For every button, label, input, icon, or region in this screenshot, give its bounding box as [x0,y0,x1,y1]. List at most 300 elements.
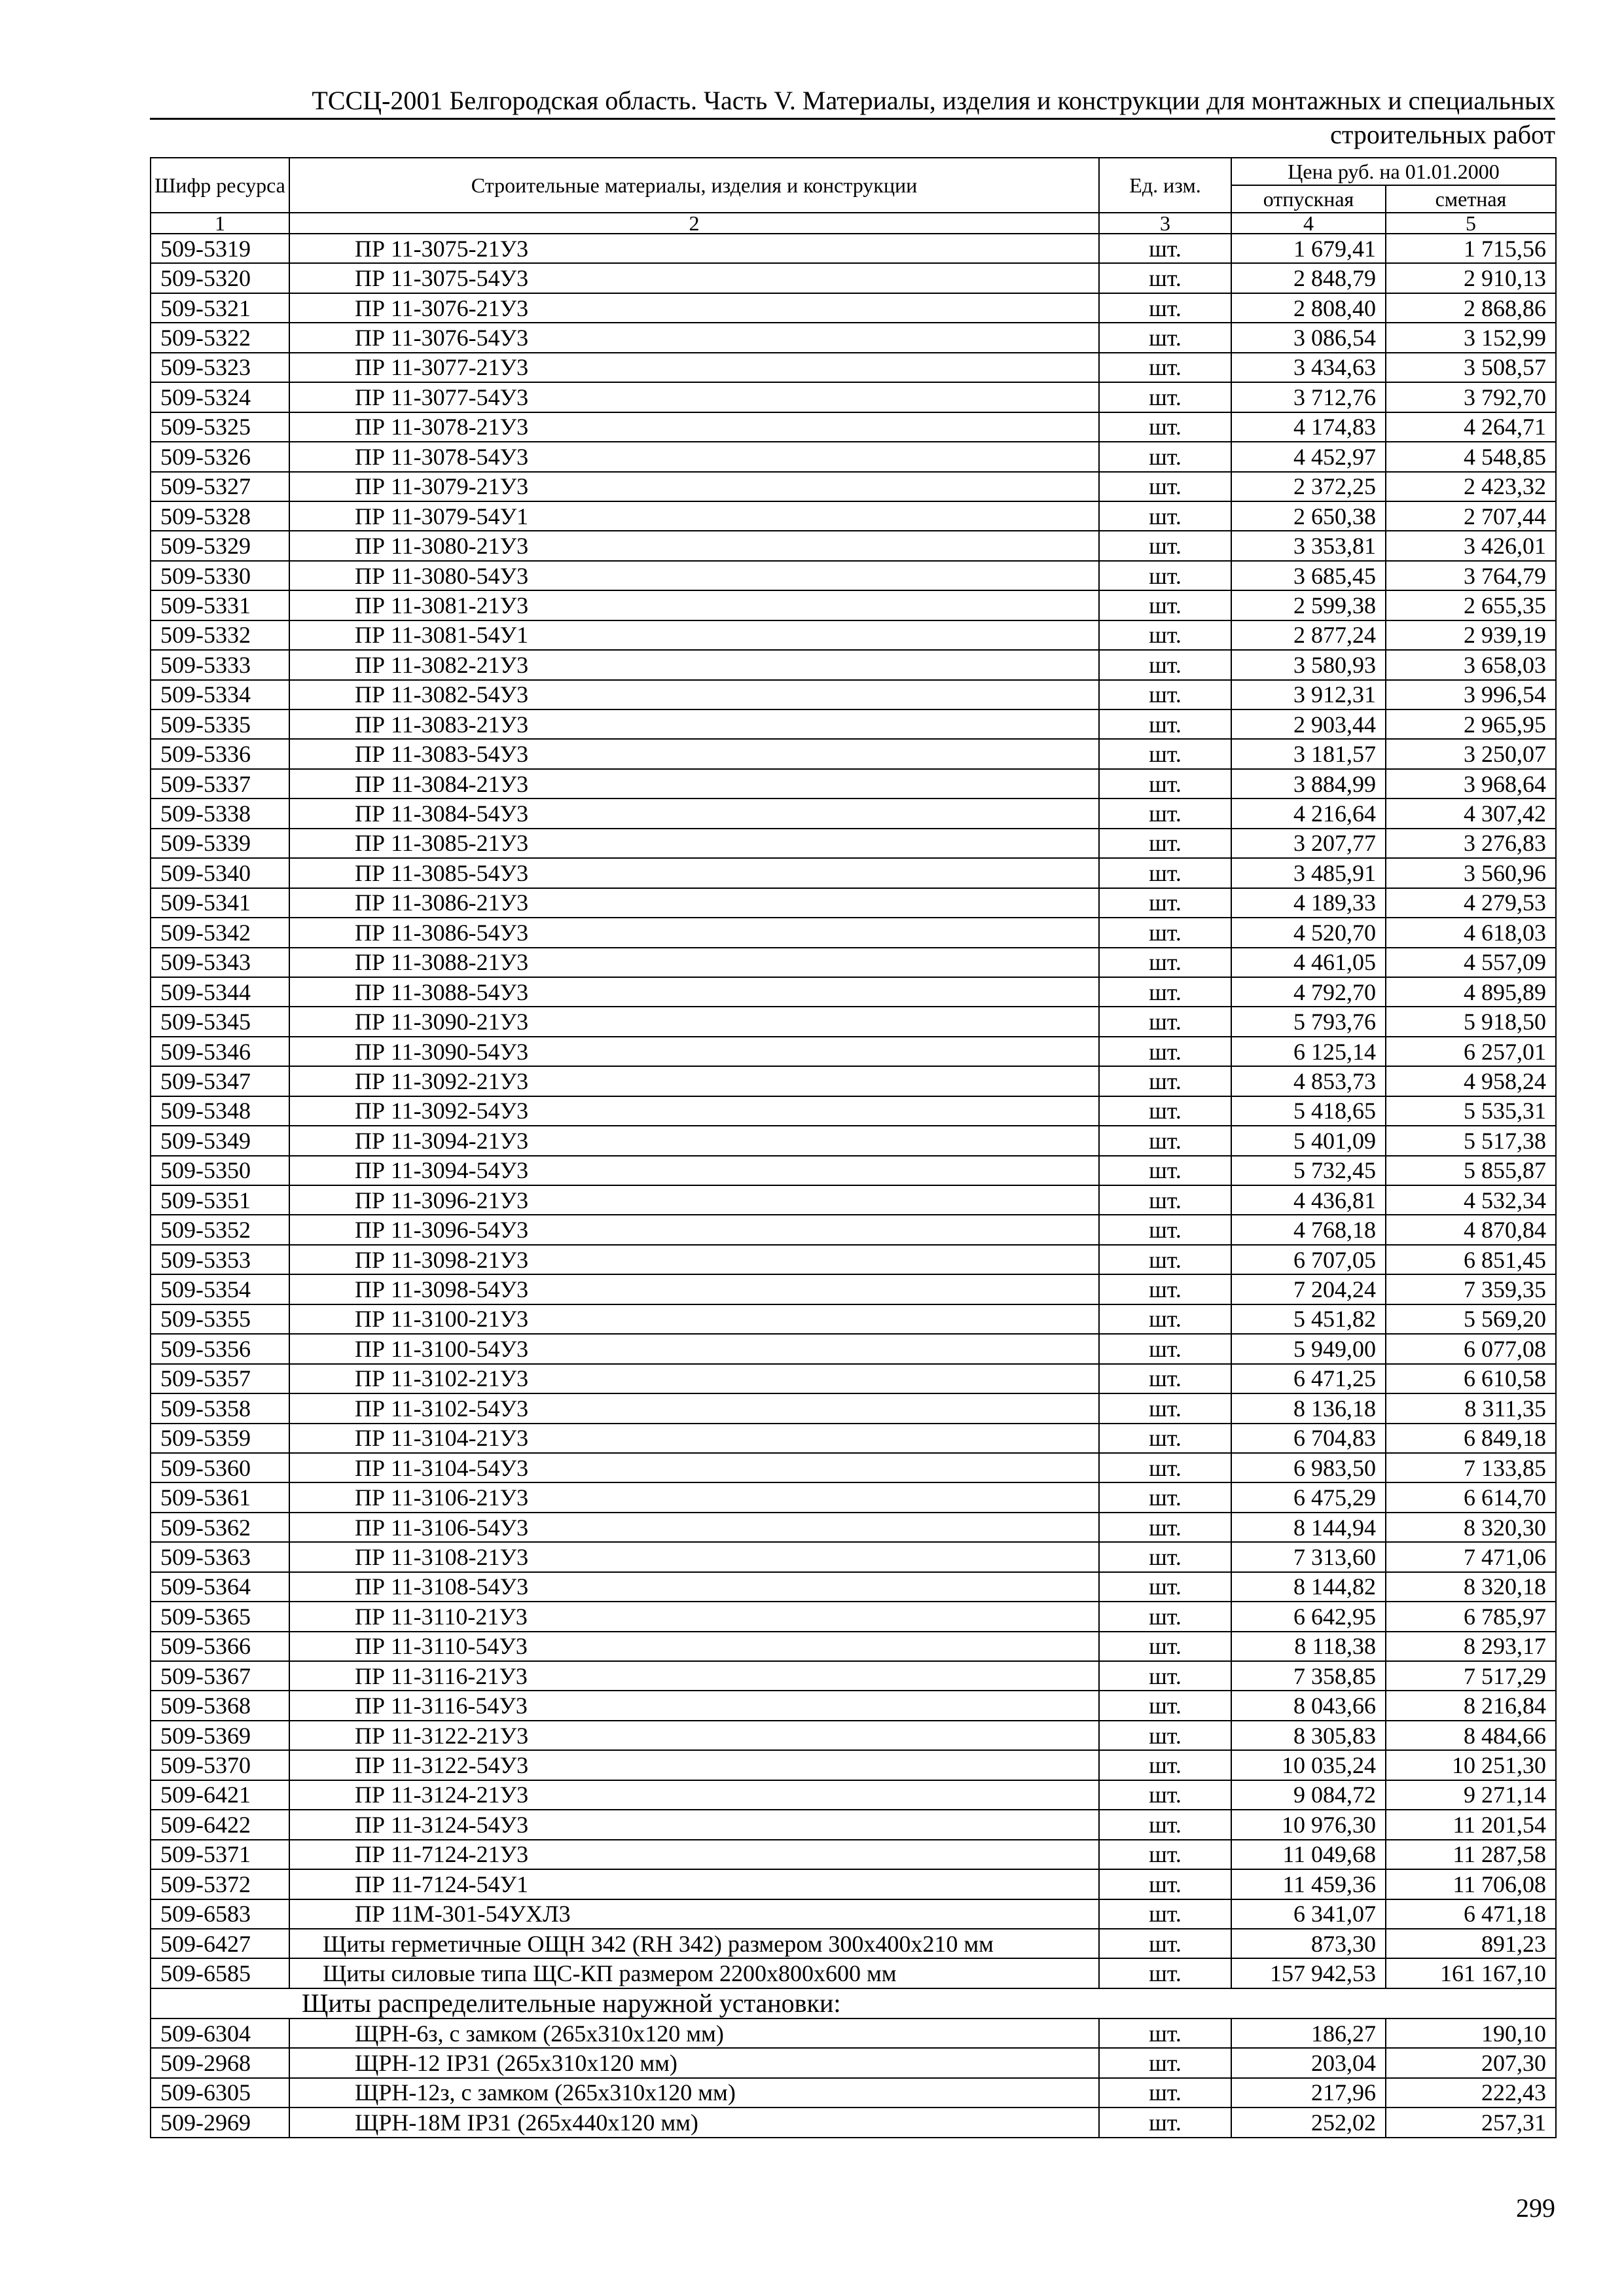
resource-code: 509-5322 [151,323,289,352]
table-row [151,620,1556,650]
table-row [151,1810,1556,1839]
unit: шт. [1099,1602,1231,1631]
unit: шт. [1099,650,1231,679]
material-name: ПР 11-3081-21У3 [289,590,1099,620]
resource-code: 509-5345 [151,1007,289,1036]
resource-code: 509-6427 [151,1929,289,1958]
table-row [151,234,1556,263]
table-row [151,2108,1556,2137]
price-estimate: 8 216,84 [1386,1691,1556,1720]
resource-code: 509-5349 [151,1126,289,1155]
price-release: 4 853,73 [1231,1066,1386,1096]
table-row [151,412,1556,442]
material-name: ПР 11-3124-21У3 [289,1780,1099,1810]
unit: шт. [1099,1126,1231,1155]
unit: шт. [1099,590,1231,620]
price-release: 2 808,40 [1231,293,1386,323]
material-name: ПР 11-3084-21У3 [289,769,1099,798]
header-title: ТССЦ-2001 Белгородская область. Часть V. Материалы, изделия и конструкции для монтажных и специальных [312,86,1555,115]
header-price-estimate: сметная [1386,185,1556,213]
table-row [151,561,1556,590]
price-release: 5 793,76 [1231,1007,1386,1036]
resource-code: 509-5362 [151,1513,289,1542]
unit: шт. [1099,858,1231,888]
resource-code: 509-2968 [151,2048,289,2077]
unit: шт. [1099,1185,1231,1215]
table-body [151,234,1556,1988]
material-name: ПР 11-3102-21У3 [289,1364,1099,1393]
column-number: 5 [1386,213,1556,234]
resource-code: 509-5340 [151,858,289,888]
price-release: 3 884,99 [1231,769,1386,798]
material-name: ПР 11М-301-54УХЛ3 [289,1899,1099,1929]
price-estimate: 6 610,58 [1386,1364,1556,1393]
resource-code: 509-5346 [151,1037,289,1066]
price-estimate: 8 484,66 [1386,1721,1556,1750]
unit: шт. [1099,2048,1231,2077]
unit: шт. [1099,680,1231,709]
table-row [151,1482,1556,1512]
price-estimate: 4 557,09 [1386,948,1556,977]
table-row [151,1691,1556,1720]
table-row [151,739,1556,768]
table-row [151,2048,1556,2077]
resource-code: 509-5331 [151,590,289,620]
table-row [151,1899,1556,1929]
unit: шт. [1099,2108,1231,2137]
price-release: 5 732,45 [1231,1156,1386,1185]
price-release: 3 086,54 [1231,323,1386,352]
price-release: 252,02 [1231,2108,1386,2137]
material-name: ПР 11-3092-21У3 [289,1066,1099,1096]
price-estimate: 2 939,19 [1386,620,1556,650]
table-row [151,1304,1556,1334]
material-name: ПР 11-3083-54У3 [289,739,1099,768]
unit: шт. [1099,293,1231,323]
table-row [151,293,1556,323]
price-estimate: 9 271,14 [1386,1780,1556,1810]
price-release: 3 580,93 [1231,650,1386,679]
page-number: 299 [1516,2193,1555,2223]
resource-code: 509-5368 [151,1691,289,1720]
table-row [151,1037,1556,1066]
price-estimate: 2 707,44 [1386,501,1556,531]
price-estimate: 2 868,86 [1386,293,1556,323]
unit: шт. [1099,501,1231,531]
material-name: ПР 11-3106-21У3 [289,1482,1099,1512]
table-row [151,1661,1556,1691]
price-release: 5 418,65 [1231,1096,1386,1126]
resource-code: 509-6583 [151,1899,289,1929]
price-estimate: 5 855,87 [1386,1156,1556,1185]
price-estimate: 4 618,03 [1386,918,1556,947]
material-name: ПР 11-3096-54У3 [289,1215,1099,1244]
resource-code: 509-5335 [151,709,289,739]
price-release: 203,04 [1231,2048,1386,2077]
unit: шт. [1099,531,1231,560]
material-name: ПР 11-3116-54У3 [289,1691,1099,1720]
resource-code: 509-2969 [151,2108,289,2137]
material-name: ПР 11-3088-54У3 [289,977,1099,1007]
material-name: ЩРН-12 IP31 (265x310x120 мм) [289,2048,1099,2077]
price-estimate: 3 152,99 [1386,323,1556,352]
table-row [151,353,1556,382]
material-name: ПР 11-3080-54У3 [289,561,1099,590]
table-row [151,1958,1556,1988]
price-release: 1 679,41 [1231,234,1386,263]
table-row [151,1513,1556,1542]
table-row [151,2078,1556,2108]
price-table [150,157,1557,2138]
price-release: 7 358,85 [1231,1661,1386,1691]
material-name: ПР 11-3094-21У3 [289,1126,1099,1155]
price-release: 873,30 [1231,1929,1386,1958]
price-estimate: 6 785,97 [1386,1602,1556,1631]
price-release: 4 189,33 [1231,888,1386,918]
price-release: 2 848,79 [1231,263,1386,293]
header-code: Шифр ресурса [151,158,289,213]
unit: шт. [1099,888,1231,918]
resource-code: 509-5350 [151,1156,289,1185]
column-numbers-row [151,213,1556,234]
price-release: 3 685,45 [1231,561,1386,590]
material-name: ПР 11-3100-21У3 [289,1304,1099,1334]
unit: шт. [1099,739,1231,768]
price-release: 7 204,24 [1231,1274,1386,1304]
table-row [151,1215,1556,1244]
resource-code: 509-5319 [151,234,289,263]
price-estimate: 4 307,42 [1386,798,1556,828]
price-release: 6 341,07 [1231,1899,1386,1929]
resource-code: 509-6585 [151,1958,289,1988]
unit: шт. [1099,709,1231,739]
price-estimate: 6 257,01 [1386,1037,1556,1066]
resource-code: 509-5369 [151,1721,289,1750]
price-estimate: 11 287,58 [1386,1840,1556,1869]
price-release: 8 136,18 [1231,1393,1386,1423]
table-row [151,1126,1556,1155]
material-name: ПР 11-3124-54У3 [289,1810,1099,1839]
material-name: ЩРН-18М IP31 (265x440x120 мм) [289,2108,1099,2137]
table-row [151,1780,1556,1810]
price-release: 3 712,76 [1231,382,1386,412]
price-estimate: 3 968,64 [1386,769,1556,798]
material-name: ПР 11-7124-54У1 [289,1869,1099,1899]
price-estimate: 4 895,89 [1386,977,1556,1007]
price-release: 3 485,91 [1231,858,1386,888]
resource-code: 509-5372 [151,1869,289,1899]
table-row [151,1393,1556,1423]
unit: шт. [1099,1929,1231,1958]
resource-code: 509-5339 [151,829,289,858]
resource-code: 509-5356 [151,1334,289,1363]
price-release: 5 949,00 [1231,1334,1386,1363]
unit: шт. [1099,1632,1231,1661]
table-row [151,323,1556,352]
unit: шт. [1099,472,1231,501]
table-row [151,1542,1556,1571]
resource-code: 509-5343 [151,948,289,977]
resource-code: 509-5338 [151,798,289,828]
table-row [151,1453,1556,1482]
material-name: ПР 11-3083-21У3 [289,709,1099,739]
resource-code: 509-5353 [151,1245,289,1274]
resource-code: 509-5336 [151,739,289,768]
material-name: ПР 11-3076-21У3 [289,293,1099,323]
price-release: 4 452,97 [1231,442,1386,471]
price-estimate: 161 167,10 [1386,1958,1556,1988]
price-estimate: 3 276,83 [1386,829,1556,858]
price-estimate: 6 851,45 [1386,1245,1556,1274]
unit: шт. [1099,1572,1231,1602]
material-name: ПР 11-3102-54У3 [289,1393,1099,1423]
material-name: ЩРН-6з, с замком (265x310x120 мм) [289,2018,1099,2048]
price-estimate: 4 870,84 [1386,1215,1556,1244]
unit: шт. [1099,1424,1231,1453]
table-row [151,888,1556,918]
material-name: ПР 11-3079-54У1 [289,501,1099,531]
material-name: ЩРН-12з, с замком (265x310x120 мм) [289,2078,1099,2108]
price-release: 8 043,66 [1231,1691,1386,1720]
price-release: 4 792,70 [1231,977,1386,1007]
table-row [151,442,1556,471]
table-row [151,798,1556,828]
table-row [151,1602,1556,1631]
resource-code: 509-5330 [151,561,289,590]
price-release: 6 125,14 [1231,1037,1386,1066]
price-estimate: 4 264,71 [1386,412,1556,442]
unit: шт. [1099,1958,1231,1988]
price-estimate: 891,23 [1386,1929,1556,1958]
price-estimate: 10 251,30 [1386,1750,1556,1780]
unit: шт. [1099,1840,1231,1869]
unit: шт. [1099,1810,1231,1839]
header-unit: Ед. изм. [1099,158,1231,213]
price-release: 7 313,60 [1231,1542,1386,1571]
material-name: ПР 11-3104-21У3 [289,1424,1099,1453]
material-name: ПР 11-3080-21У3 [289,531,1099,560]
table-row [151,769,1556,798]
table-row [151,1869,1556,1899]
unit: шт. [1099,323,1231,352]
price-release: 3 434,63 [1231,353,1386,382]
unit: шт. [1099,1542,1231,1571]
resource-code: 509-5358 [151,1393,289,1423]
material-name: ПР 11-3110-54У3 [289,1632,1099,1661]
resource-code: 509-5337 [151,769,289,798]
table-row [151,1364,1556,1393]
header-price-group: Цена руб. на 01.01.2000 [1231,158,1556,185]
unit: шт. [1099,2078,1231,2108]
resource-code: 509-5352 [151,1215,289,1244]
table-row [151,1721,1556,1750]
resource-code: 509-5325 [151,412,289,442]
price-estimate: 8 320,18 [1386,1572,1556,1602]
section-body [151,1988,1556,2138]
price-estimate: 222,43 [1386,2078,1556,2108]
material-name: Щиты силовые типа ЩС-КП размером 2200x800x600 мм [289,1958,1099,1988]
price-estimate: 5 535,31 [1386,1096,1556,1126]
resource-code: 509-5327 [151,472,289,501]
material-name: ПР 11-3082-21У3 [289,650,1099,679]
resource-code: 509-5363 [151,1542,289,1571]
material-name: ПР 11-3088-21У3 [289,948,1099,977]
section-title: Щиты распределительные наружной установки: [151,1988,1556,2018]
resource-code: 509-6304 [151,2018,289,2048]
table-row [151,948,1556,977]
price-release: 11 049,68 [1231,1840,1386,1869]
price-release: 3 181,57 [1231,739,1386,768]
resource-code: 509-5365 [151,1602,289,1631]
unit: шт. [1099,1364,1231,1393]
price-estimate: 3 560,96 [1386,858,1556,888]
table-row [151,1572,1556,1602]
table-row [151,1840,1556,1869]
resource-code: 509-5334 [151,680,289,709]
price-estimate: 3 508,57 [1386,353,1556,382]
price-release: 157 942,53 [1231,1958,1386,1988]
table-row [151,1156,1556,1185]
price-estimate: 7 359,35 [1386,1274,1556,1304]
price-estimate: 3 996,54 [1386,680,1556,709]
material-name: Щиты герметичные ОЩН 342 (RH 342) размером 300x400x210 мм [289,1929,1099,1958]
resource-code: 509-5342 [151,918,289,947]
resource-code: 509-5323 [151,353,289,382]
unit: шт. [1099,1334,1231,1363]
price-release: 8 305,83 [1231,1721,1386,1750]
price-estimate: 8 320,30 [1386,1513,1556,1542]
price-release: 6 475,29 [1231,1482,1386,1512]
unit: шт. [1099,1780,1231,1810]
unit: шт. [1099,412,1231,442]
unit: шт. [1099,234,1231,263]
resource-code: 509-5370 [151,1750,289,1780]
unit: шт. [1099,382,1231,412]
price-release: 4 768,18 [1231,1215,1386,1244]
unit: шт. [1099,620,1231,650]
price-estimate: 6 614,70 [1386,1482,1556,1512]
price-release: 6 471,25 [1231,1364,1386,1393]
price-estimate: 11 201,54 [1386,1810,1556,1839]
material-name: ПР 11-3108-54У3 [289,1572,1099,1602]
material-name: ПР 11-3092-54У3 [289,1096,1099,1126]
unit: шт. [1099,1661,1231,1691]
unit: шт. [1099,353,1231,382]
price-release: 4 461,05 [1231,948,1386,977]
price-release: 3 912,31 [1231,680,1386,709]
material-name: ПР 11-3122-54У3 [289,1750,1099,1780]
resource-code: 509-5321 [151,293,289,323]
material-name: ПР 11-3075-54У3 [289,263,1099,293]
material-name: ПР 11-3106-54У3 [289,1513,1099,1542]
price-estimate: 8 293,17 [1386,1632,1556,1661]
table-row [151,263,1556,293]
price-release: 10 035,24 [1231,1750,1386,1780]
material-name: ПР 11-3110-21У3 [289,1602,1099,1631]
price-release: 10 976,30 [1231,1810,1386,1839]
price-estimate: 190,10 [1386,2018,1556,2048]
material-name: ПР 11-3078-54У3 [289,442,1099,471]
price-release: 3 353,81 [1231,531,1386,560]
resource-code: 509-5328 [151,501,289,531]
table-row [151,1334,1556,1363]
unit: шт. [1099,977,1231,1007]
table-row [151,501,1556,531]
material-name: ПР 11-3108-21У3 [289,1542,1099,1571]
price-release: 6 642,95 [1231,1602,1386,1631]
column-number: 4 [1231,213,1386,234]
unit: шт. [1099,1156,1231,1185]
table-row [151,1424,1556,1453]
material-name: ПР 11-3077-21У3 [289,353,1099,382]
price-release: 186,27 [1231,2018,1386,2048]
material-name: ПР 11-3104-54У3 [289,1453,1099,1482]
resource-code: 509-5351 [151,1185,289,1215]
resource-code: 509-5320 [151,263,289,293]
unit: шт. [1099,829,1231,858]
column-number: 3 [1099,213,1231,234]
unit: шт. [1099,442,1231,471]
resource-code: 509-6421 [151,1780,289,1810]
price-estimate: 4 958,24 [1386,1066,1556,1096]
material-name: ПР 11-3082-54У3 [289,680,1099,709]
price-release: 4 436,81 [1231,1185,1386,1215]
table-row [151,829,1556,858]
resource-code: 509-5361 [151,1482,289,1512]
price-release: 4 174,83 [1231,412,1386,442]
material-name: ПР 11-3079-21У3 [289,472,1099,501]
material-name: ПР 11-3094-54У3 [289,1156,1099,1185]
unit: шт. [1099,1215,1231,1244]
resource-code: 509-5326 [151,442,289,471]
table-row [151,1096,1556,1126]
price-release: 8 118,38 [1231,1632,1386,1661]
price-estimate: 7 517,29 [1386,1661,1556,1691]
material-name: ПР 11-3098-54У3 [289,1274,1099,1304]
price-release: 2 599,38 [1231,590,1386,620]
material-name: ПР 11-3085-54У3 [289,858,1099,888]
price-estimate: 3 764,79 [1386,561,1556,590]
material-name: ПР 11-3116-21У3 [289,1661,1099,1691]
price-release: 9 084,72 [1231,1780,1386,1810]
table-row [151,650,1556,679]
price-release: 4 216,64 [1231,798,1386,828]
material-name: ПР 11-3086-54У3 [289,918,1099,947]
price-estimate: 3 792,70 [1386,382,1556,412]
price-estimate: 2 423,32 [1386,472,1556,501]
table-row [151,977,1556,1007]
material-name: ПР 11-3084-54У3 [289,798,1099,828]
price-release: 5 401,09 [1231,1126,1386,1155]
unit: шт. [1099,1274,1231,1304]
material-name: ПР 11-3077-54У3 [289,382,1099,412]
material-name: ПР 11-3122-21У3 [289,1721,1099,1750]
resource-code: 509-5344 [151,977,289,1007]
price-estimate: 3 426,01 [1386,531,1556,560]
resource-code: 509-5354 [151,1274,289,1304]
price-estimate: 4 532,34 [1386,1185,1556,1215]
table-row [151,1274,1556,1304]
resource-code: 509-5360 [151,1453,289,1482]
unit: шт. [1099,1245,1231,1274]
price-estimate: 7 133,85 [1386,1453,1556,1482]
material-name: ПР 11-3085-21У3 [289,829,1099,858]
material-name: ПР 11-3098-21У3 [289,1245,1099,1274]
table-row [151,709,1556,739]
column-number: 2 [289,213,1099,234]
unit: шт. [1099,1304,1231,1334]
price-release: 8 144,82 [1231,1572,1386,1602]
